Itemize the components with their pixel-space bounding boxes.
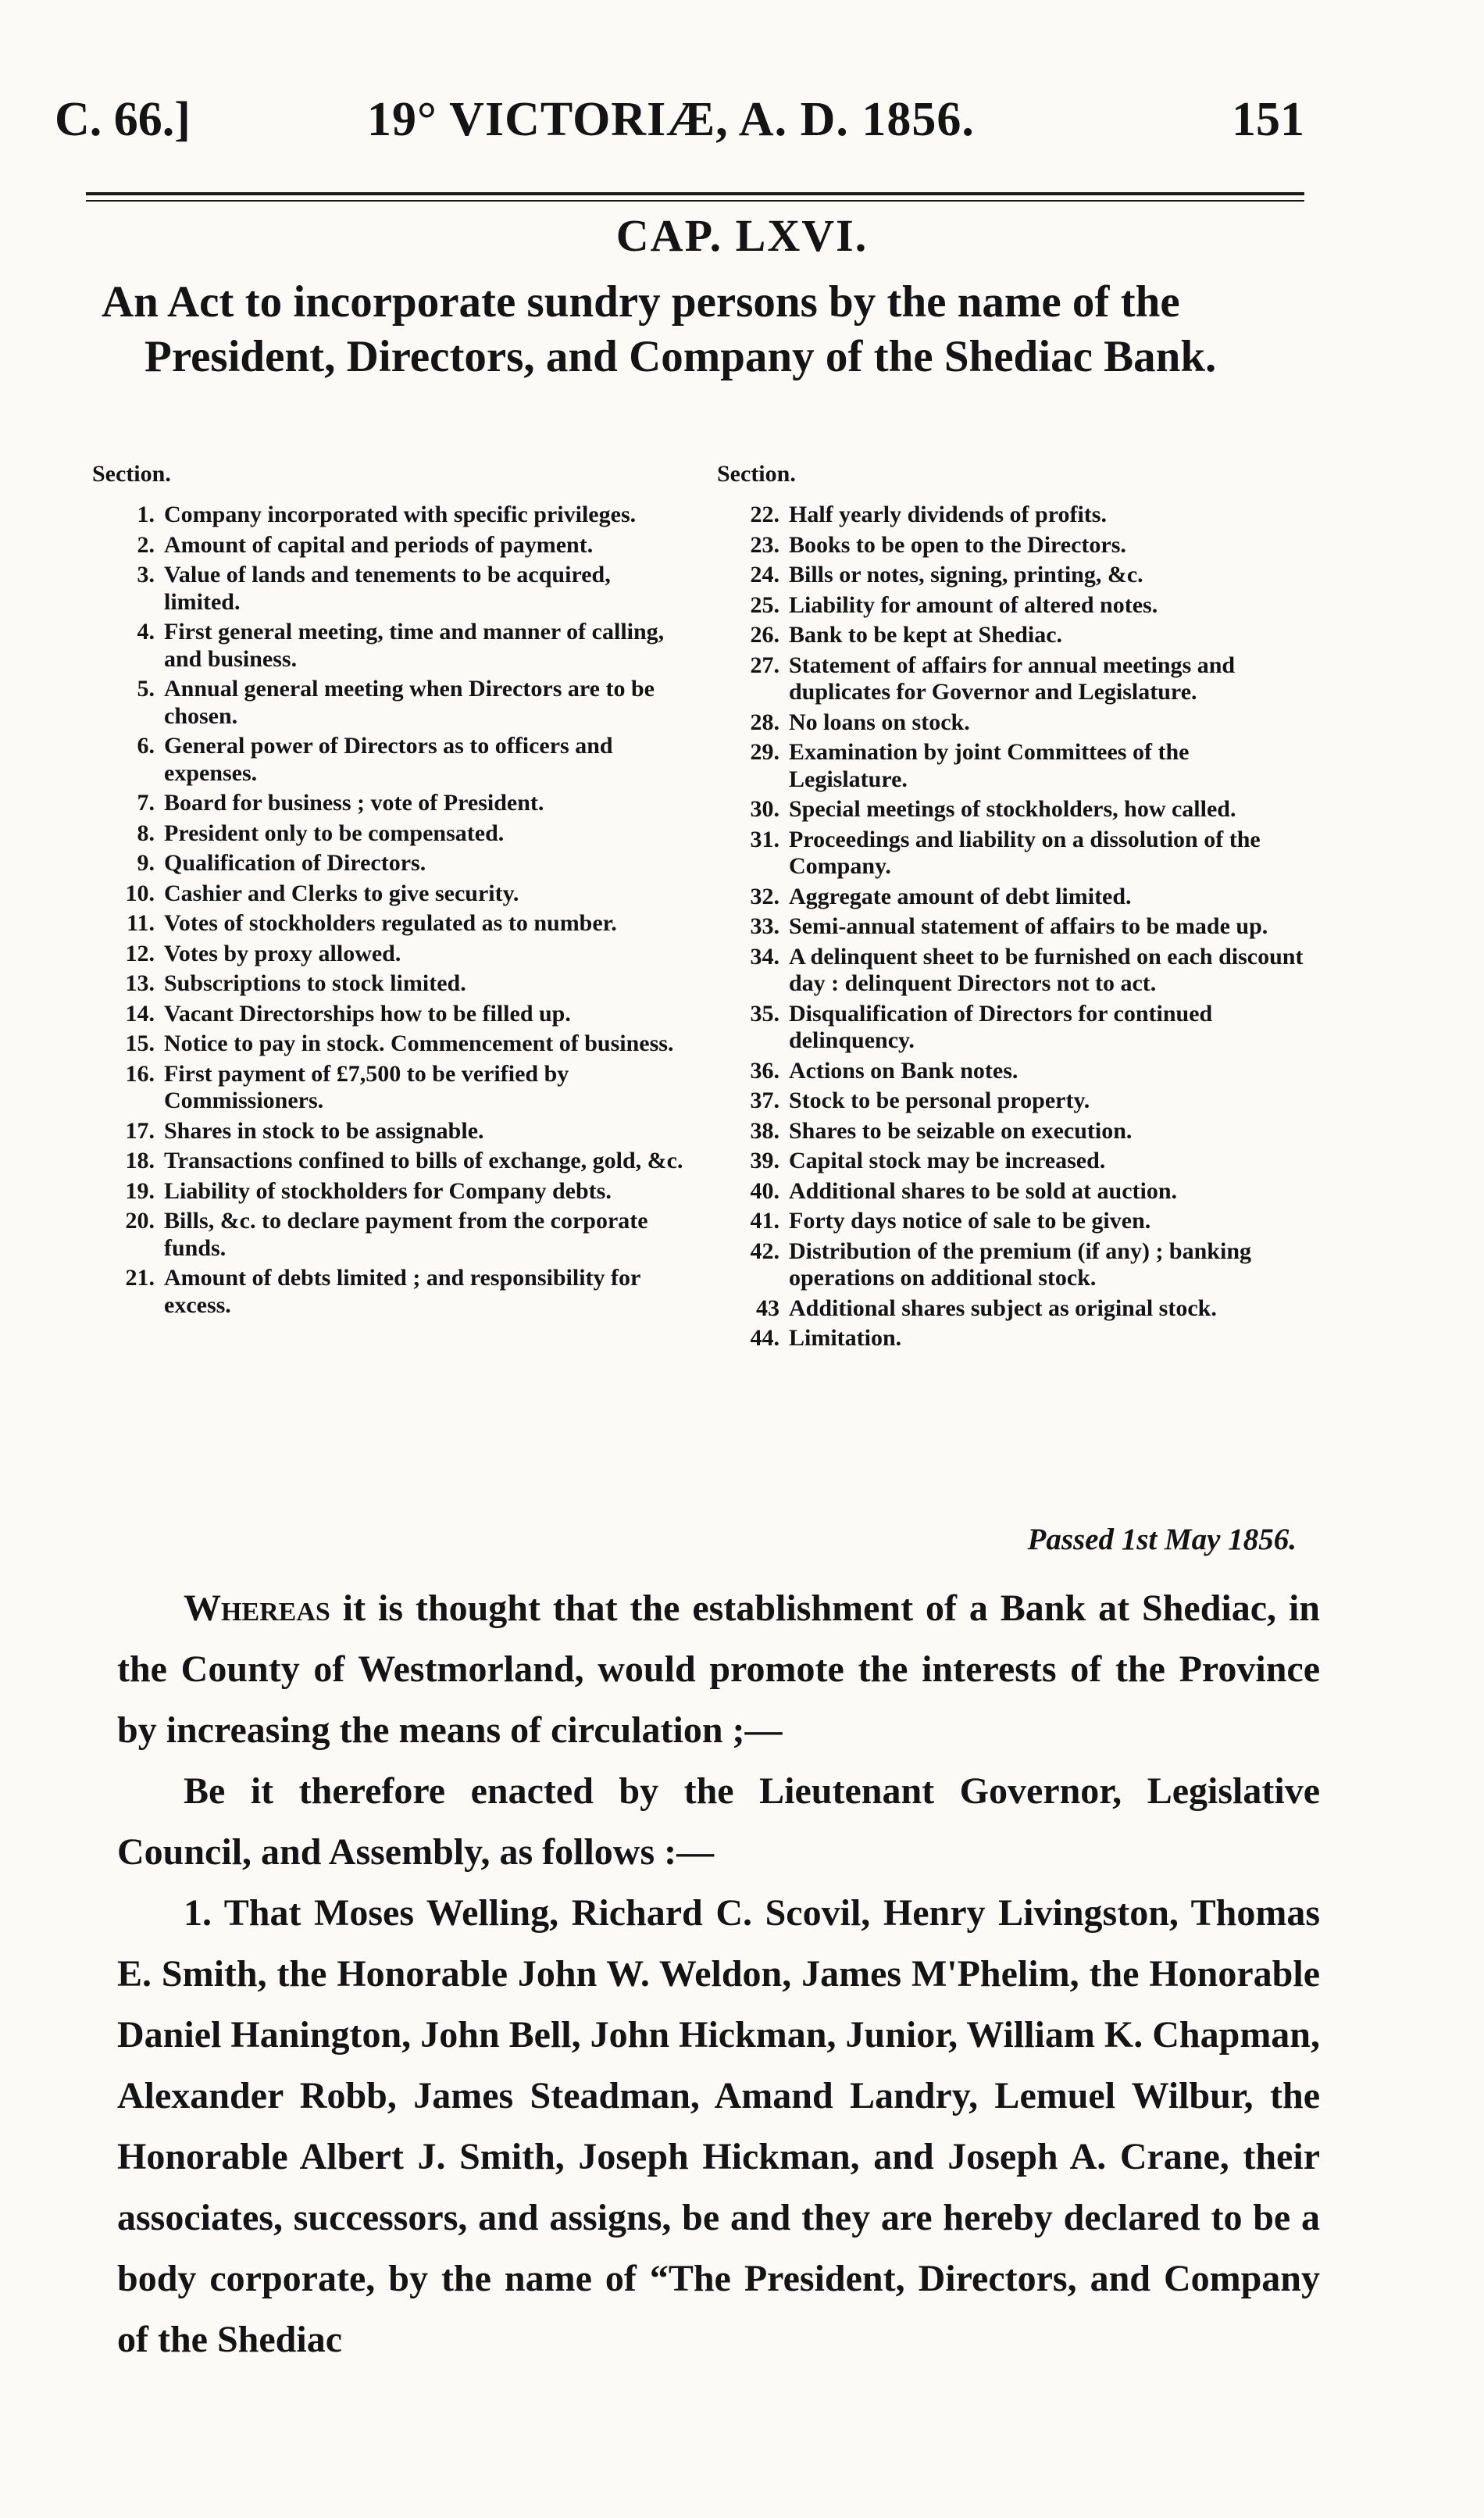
contents-item <box>711 562 1312 589</box>
contents-item <box>711 827 1312 880</box>
contents-item <box>86 880 687 908</box>
contents-item <box>711 592 1312 620</box>
contents-item <box>86 1061 687 1115</box>
contents-item <box>711 1058 1312 1085</box>
contents-item-number: 43 <box>756 1295 779 1321</box>
contents-item-number: 36. <box>750 1057 779 1084</box>
contents-item-text: Cashier and Clerks to give security. <box>164 880 519 906</box>
contents-item-text: Additional shares to be sold at auction. <box>789 1177 1178 1204</box>
contents-item-number: 12. <box>125 940 155 966</box>
contents-item <box>711 739 1312 793</box>
contents-item-number: 30. <box>750 796 779 822</box>
contents-item-number: 3. <box>137 562 155 588</box>
contents-item-number: 2. <box>137 531 155 558</box>
contents-item-number: 26. <box>750 622 779 648</box>
act-title-text: An Act to incorporate sundry persons by the name of the President, Directors, and Company of the Shediac Bank. <box>102 277 1217 381</box>
page-number: 151 <box>1232 93 1304 146</box>
contents-item-number: 27. <box>750 652 779 678</box>
contents-item-number: 6. <box>137 733 155 759</box>
chapter-heading: CAP. LXVI. <box>615 210 869 261</box>
contents-item <box>86 1265 687 1319</box>
contents-item-text: Limitation. <box>789 1325 902 1351</box>
contents-item <box>711 1148 1312 1175</box>
contents-item-text: Distribution of the premium (if any) ; banking operations on additional stock. <box>789 1238 1252 1291</box>
contents-item <box>711 1088 1312 1115</box>
contents-item <box>711 652 1312 706</box>
contents-item <box>711 1325 1312 1352</box>
contents-item-text: President only to be compensated. <box>164 820 505 846</box>
contents-item-number: 33. <box>750 913 779 939</box>
contents-right-column <box>711 461 1312 1355</box>
contents-item-text: Shares to be seizable on execution. <box>789 1117 1133 1144</box>
contents-item-text: Amount of capital and periods of payment. <box>164 531 594 558</box>
contents-item <box>86 1208 687 1262</box>
contents-item-number: 37. <box>750 1088 779 1113</box>
running-header <box>47 92 1304 163</box>
contents-item <box>86 562 687 616</box>
contents-item <box>711 944 1312 998</box>
contents-item-text: Bills, &c. to declare payment from the corporate funds. <box>164 1208 648 1261</box>
contents-item-number: 35. <box>750 1000 779 1027</box>
contents-item <box>711 1001 1312 1055</box>
contents-item <box>711 532 1312 559</box>
contents-item-text: Additional shares subject as original stock. <box>789 1295 1217 1321</box>
contents-item-number: 22. <box>750 502 779 527</box>
contents-item-number: 44. <box>750 1325 779 1351</box>
contents-item-number: 39. <box>750 1148 779 1173</box>
contents-item <box>711 502 1312 529</box>
contents-item-text: Notice to pay in stock. Commencement of business. <box>164 1030 674 1056</box>
contents-item <box>86 910 687 938</box>
contents-item-number: 1. <box>137 502 155 527</box>
header-rule-thin <box>86 200 1304 202</box>
contents-item-number: 7. <box>137 790 155 816</box>
contents-item-text: Votes by proxy allowed. <box>164 940 401 966</box>
contents-item-text: General power of Directors as to officers and expenses. <box>164 733 613 786</box>
contents-item-number: 41. <box>750 1208 779 1234</box>
act-title <box>102 275 1320 384</box>
contents-item <box>86 619 687 673</box>
contents-item-number: 34. <box>750 943 779 970</box>
contents-item-text: Liability for amount of altered notes. <box>789 591 1158 618</box>
contents-item <box>86 1001 687 1028</box>
contents-item-text: Capital stock may be increased. <box>789 1148 1106 1173</box>
contents-item-text: Transactions confined to bills of exchange, gold, &c. <box>164 1148 683 1173</box>
contents-item-text: Books to be open to the Directors. <box>789 531 1126 558</box>
contents-item-text: Forty days notice of sale to be given. <box>789 1208 1151 1234</box>
contents-item-text: Qualification of Directors. <box>164 850 426 876</box>
contents-item-number: 5. <box>137 676 155 702</box>
contents-item-number: 38. <box>750 1117 779 1144</box>
section-label-left: Section. <box>92 461 171 487</box>
contents-item-text: Votes of stockholders regulated as to number. <box>164 910 617 936</box>
contents-item-text: Liability of stockholders for Company debts. <box>164 1177 612 1204</box>
contents-item <box>711 796 1312 823</box>
contents-item-text: Bills or notes, signing, printing, &c. <box>789 562 1143 588</box>
contents-item-text: Vacant Directorships how to be filled up. <box>164 1000 571 1027</box>
contents-item-text: Aggregate amount of debt limited. <box>789 883 1132 909</box>
contents-item <box>86 820 687 848</box>
contents-item <box>86 1030 687 1058</box>
contents-item-number: 28. <box>750 709 779 735</box>
contents-item-number: 13. <box>125 970 155 996</box>
contents-item <box>86 502 687 529</box>
contents-item-number: 25. <box>750 591 779 618</box>
contents-item-number: 32. <box>750 883 779 909</box>
contents-item-number: 16. <box>125 1060 155 1087</box>
contents-item <box>86 1148 687 1175</box>
contents-item <box>86 1178 687 1205</box>
contents-item-text: Special meetings of stockholders, how called. <box>789 796 1236 822</box>
contents-item-number: 23. <box>750 531 779 558</box>
contents-item-text: Board for business ; vote of President. <box>164 790 544 816</box>
contents-item <box>86 941 687 968</box>
contents-item-text: Actions on Bank notes. <box>789 1057 1018 1084</box>
header-rule-thick <box>86 192 1304 195</box>
contents-item-text: Examination by joint Committees of the Legislature. <box>789 739 1190 792</box>
contents-item-text: Semi-annual statement of affairs to be made up. <box>789 913 1268 939</box>
contents-item <box>86 790 687 817</box>
contents-item-number: 40. <box>750 1177 779 1204</box>
contents-item-text: Subscriptions to stock limited. <box>164 970 466 996</box>
contents-item <box>711 622 1312 649</box>
contents-item <box>86 676 687 730</box>
contents-item-number: 29. <box>750 739 779 765</box>
contents-item-text: Half yearly dividends of profits. <box>789 502 1107 527</box>
contents-item <box>711 884 1312 911</box>
act-body <box>117 1578 1320 2370</box>
section-label-right: Section. <box>717 461 796 487</box>
contents-item-number: 10. <box>125 880 155 906</box>
contents-item-text: Statement of affairs for annual meetings and duplicates for Governor and Legislature. <box>789 652 1236 705</box>
preamble-lead: Whereas <box>184 1588 330 1629</box>
contents-item-number: 4. <box>137 619 155 645</box>
contents-item-text: First payment of £7,500 to be verified by Commissioners. <box>164 1060 569 1113</box>
contents-item-number: 31. <box>750 826 779 852</box>
contents-item-text: Value of lands and tenements to be acquired, limited. <box>164 562 611 615</box>
contents-item-number: 42. <box>750 1238 779 1264</box>
contents-item <box>711 1238 1312 1292</box>
contents-item <box>711 913 1312 941</box>
reign-year: 19° VICTORIÆ, A. D. 1856. <box>367 93 975 146</box>
contents-item-text: Annual general meeting when Directors are to be chosen. <box>164 676 655 729</box>
contents-item-number: 8. <box>137 820 155 846</box>
contents-item-number: 20. <box>125 1208 155 1234</box>
section-1-text: 1. That Moses Welling, Richard C. Scovil, Henry Livingston, Thomas E. Smith, the Honorable John W. Weldon, James M'Phelim, the Honorable Daniel Hanington, John Bell, John Hickman, Junior, William K. Chapman, Alexander Robb, James Steadman, Amand Landry, Lemuel Wilbur, the Honorable Albert J. Smith, Joseph Hickman, and Joseph A. Crane, their associates, successors, and assigns, be and they are hereby declared to be a body corporate, by the name of “The President, Directors, and Company of the Shediac <box>117 1892 1320 2360</box>
contents-left-column <box>86 461 687 1322</box>
passed-date: Passed 1st May 1856. <box>1027 1523 1297 1556</box>
preamble <box>117 1578 1320 1761</box>
contents-item-text: First general meeting, time and manner of calling, and business. <box>164 619 665 672</box>
contents-item-number: 14. <box>125 1000 155 1027</box>
contents-item <box>86 970 687 998</box>
contents-item <box>711 1295 1312 1323</box>
contents-item-number: 15. <box>125 1030 155 1056</box>
contents-item-number: 17. <box>125 1117 155 1144</box>
contents-item-text: Disqualification of Directors for continued delinquency. <box>789 1000 1213 1053</box>
contents-item <box>711 1178 1312 1205</box>
contents-item-text: Amount of debts limited ; and responsibility for excess. <box>164 1265 640 1318</box>
contents-item-number: 9. <box>137 850 155 876</box>
contents-item <box>86 1118 687 1145</box>
contents-item-text: Stock to be personal property. <box>789 1088 1090 1113</box>
contents-item-text: Proceedings and liability on a dissolution of the Company. <box>789 826 1261 879</box>
contents-item-text: Shares in stock to be assignable. <box>164 1117 484 1144</box>
contents-item <box>86 532 687 559</box>
contents-item-text: A delinquent sheet to be furnished on each discount day : delinquent Directors not to act. <box>789 943 1304 996</box>
contents-item <box>711 1118 1312 1145</box>
contents-item <box>711 709 1312 737</box>
chapter-reference: C. 66.] <box>55 93 191 146</box>
preamble-text: it is thought that the establishment of a Bank at Shediac, in the County of Westmorland, would promote the interests of the Province by increasing the means of circulation ;— <box>117 1588 1320 1751</box>
contents-item-number: 11. <box>127 910 155 936</box>
contents-item <box>711 1208 1312 1235</box>
contents-item-text: Company incorporated with specific privileges. <box>164 502 637 527</box>
contents-item <box>86 733 687 787</box>
contents-item-text: Bank to be kept at Shediac. <box>789 622 1063 648</box>
contents-item-number: 24. <box>750 562 779 588</box>
contents-item-number: 18. <box>125 1148 155 1173</box>
contents-item-number: 19. <box>125 1177 155 1204</box>
enacting-clause: Be it therefore enacted by the Lieutenant Governor, Legislative Council, and Assembly, as follows :— <box>117 1770 1320 1873</box>
contents-item-text: No loans on stock. <box>789 709 970 735</box>
contents-item <box>86 850 687 877</box>
contents-item-number: 21. <box>125 1265 155 1291</box>
